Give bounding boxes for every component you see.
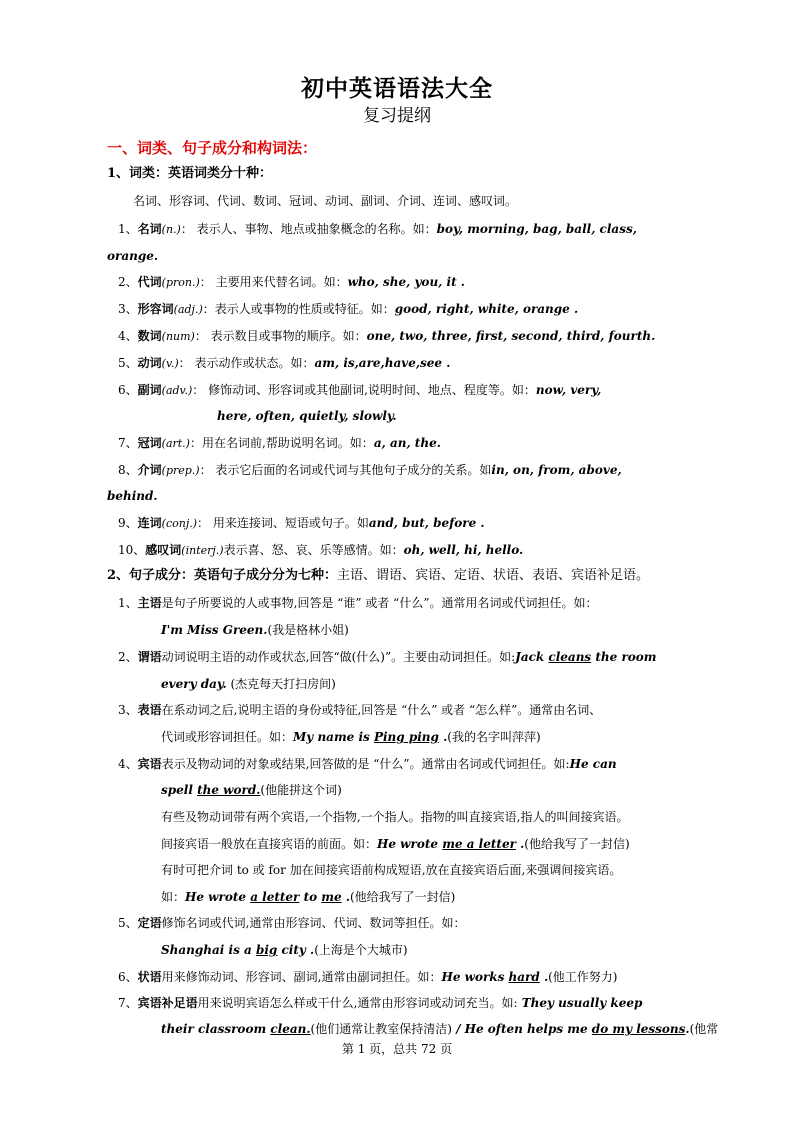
sentence-part-item: 3、表语在系动词之后,说明主语的身份或特征,回答是 “什么” 或者 “怎么样”。通常由名词、 [118, 703, 602, 717]
sentence-part-item: 7、宾语补足语用来说明宾语怎么样或干什么,通常由形容词或动词充当。如: They usually keep [118, 996, 643, 1010]
sentence-part-note: 有些及物动词带有两个宾语,一个指物,一个指人。指物的叫直接宾语,指人的叫间接宾语。 [161, 810, 629, 824]
word-class-item: 9、连词(conj.)： 用来连接词、短语或句子。如and, but, before . [118, 516, 485, 530]
sentence-part-item: 4、宾语表示及物动词的对象或结果,回答做的是 “什么”。通常由名词或代词担任。如:He can [118, 757, 617, 771]
sentence-part-example: Shanghai is a big city .(上海是个大城市) [161, 943, 408, 957]
word-class-item: 5、动词(v.)： 表示动作或状态。如：am, is,are,have,see . [118, 356, 451, 370]
page-footer: 第 1 页，总共 72 页 [341, 1042, 453, 1056]
sentence-part-example: 代词或形容词担任。如：My name is Ping ping .(我的名字叫萍萍) [161, 730, 541, 744]
word-class-item: 4、数词(num)： 表示数目或事物的顺序。如：one, two, three, first, second, third, fourth. [118, 329, 656, 343]
page-subtitle: 复习提纲 [363, 106, 431, 126]
sentence-part-item: 2、谓语动词说明主语的动作或状态,回答“做(什么)”。主要由动词担任。如:Jack cleans the room [118, 650, 657, 664]
sentence-part-example: I'm Miss Green.(我是格林小姐) [161, 623, 349, 637]
word-class-item: 7、冠词(art.)：用在名词前,帮助说明名词。如：a, an, the. [118, 436, 441, 450]
page-title: 初中英语语法大全 [301, 76, 493, 102]
sentence-part-note: 间接宾语一般放在直接宾语的前面。如：He wrote me a letter .(他给我写了一封信) [161, 837, 630, 851]
word-class-item: 10、感叹词(interj.)表示喜、怒、哀、乐等感情。如：oh, well, hi, hello. [118, 543, 524, 557]
sentence-part-item: 5、定语修饰名词或代词,通常由形容词、代词、数词等担任。如： [118, 916, 466, 930]
word-class-example: behind. [107, 489, 158, 503]
section-heading: 一、词类、句子成分和构词法： [107, 139, 318, 157]
sentence-part-example: every day. (杰克每天打扫房间) [161, 677, 336, 691]
word-class-item: 6、副词(adv.)： 修饰动词、形容词或其他副词,说明时间、地点、程度等。如：now, very, [118, 383, 602, 397]
part1-list: 名词、形容词、代词、数词、冠词、动词、副词、介词、连词、感叹词。 [133, 194, 518, 208]
part2-heading: 2、句子成分：英语句子成分分为七种：主语、谓语、宾语、定语、状语、表语、宾语补足语。 [107, 568, 650, 583]
word-class-item: 8、介词(prep.)： 表示它后面的名词或代词与其他句子成分的关系。如in, on, from, above, [118, 463, 622, 477]
word-class-item: 2、代词(pron.)： 主要用来代替名词。如：who, she, you, it . [118, 275, 465, 289]
sentence-part-note: 有时可把介词 to 或 for 加在间接宾语前构成短语,放在直接宾语后面,来强调间接宾语。 [161, 863, 622, 877]
word-class-example: orange. [107, 249, 159, 263]
part1-heading: 1、词类：英语词类分十种： [107, 166, 273, 181]
word-class-example: here, often, quietly, slowly. [217, 409, 397, 423]
sentence-part-example: spell the word.(他能拼这个词) [161, 783, 342, 797]
sentence-part-item: 6、状语用来修饰动词、形容词、副词,通常由副词担任。如：He works hard .(他工作努力) [118, 970, 618, 984]
sentence-part-note: 如：He wrote a letter to me .(他给我写了一封信) [161, 890, 456, 904]
word-class-item: 3、形容词(adj.)：表示人或事物的性质或特征。如：good, right, white, orange . [118, 302, 579, 316]
word-class-item: 1、名词(n.)： 表示人、事物、地点或抽象概念的名称。如：boy, morning, bag, ball, class, [118, 222, 637, 236]
sentence-part-example: their classroom clean.(他们通常让教室保持清洁) / He often helps me do my lessons.(他常 [161, 1022, 719, 1036]
sentence-part-item: 1、主语是句子所要说的人或事物,回答是 “谁” 或者 “什么”。通常用名词或代词担任。如： [118, 596, 598, 610]
